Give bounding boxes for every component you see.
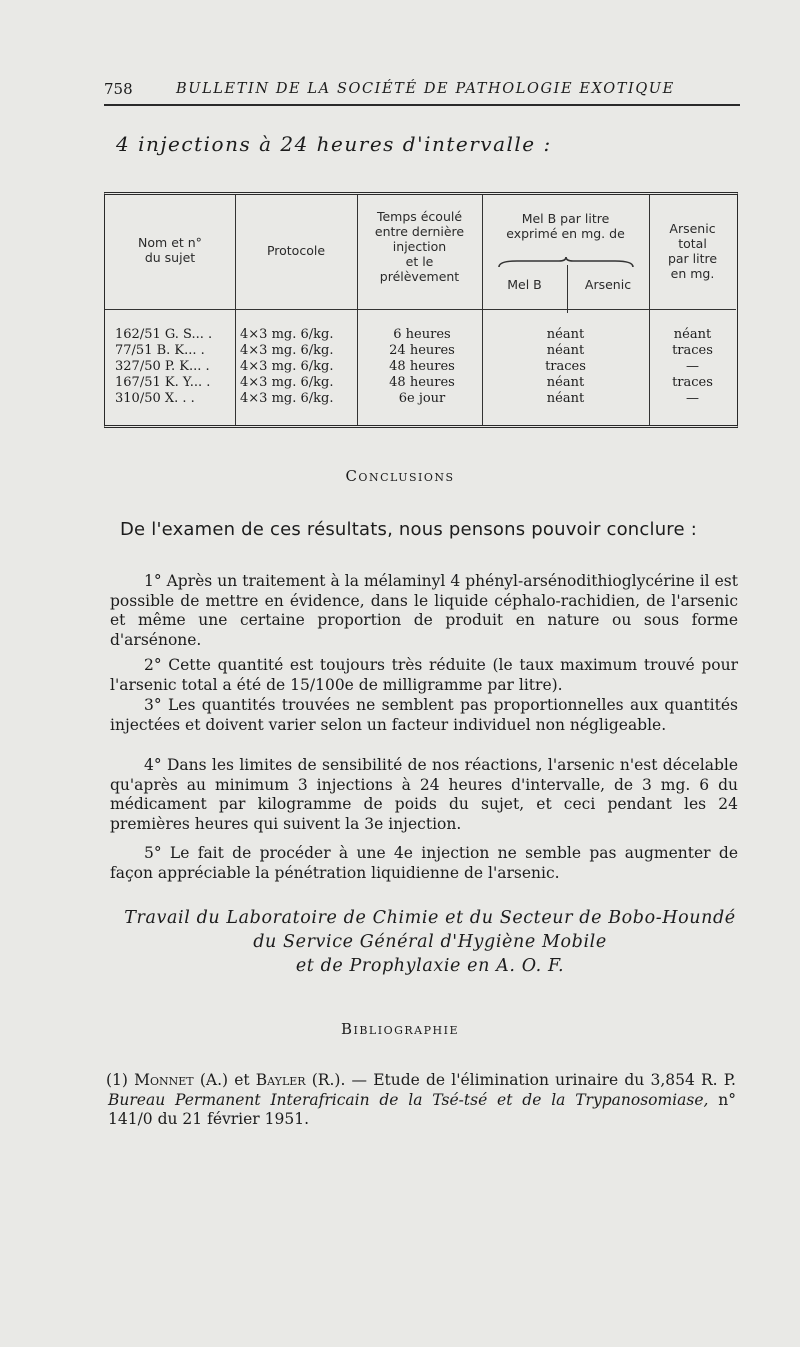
- table-cell: 310/50 X. . .: [115, 391, 195, 406]
- table-cell: 6e jour: [398, 391, 446, 406]
- table-cell: 4×3 mg. 6/kg.: [240, 359, 334, 374]
- table-cell: traces: [672, 343, 713, 358]
- column-protocol: [240, 327, 333, 407]
- table-cell: traces: [545, 359, 586, 374]
- table-cell: néant: [546, 375, 585, 390]
- table-cell: néant: [546, 343, 585, 358]
- header-melb: Mel B par litre exprimé en mg. de: [506, 211, 625, 241]
- table-cell: 6 heures: [393, 327, 451, 342]
- header-arsenic-total: Arsenic total par litre en mg.: [667, 221, 718, 281]
- header-protocol: Protocole: [266, 243, 326, 258]
- conclusions-lead: De l'examen de ces résultats, nous pensons pouvoir conclure :: [120, 519, 697, 540]
- table-caption: 4 injections à 24 heures d'intervalle :: [116, 132, 552, 156]
- table-cell: 77/51 B. K... .: [115, 343, 205, 358]
- table-cell: —: [686, 359, 699, 374]
- column-mel: [482, 327, 649, 407]
- conclusion-point-2: 2° Cette quantité est toujours très réduite (le taux maximum trouvé pour l'arsenic total a été de 15/100e de milligramme par litre).: [110, 656, 738, 694]
- col-divider: [235, 195, 236, 425]
- table-cell: 327/50 P. K... .: [115, 359, 210, 374]
- table-cell: 48 heures: [389, 359, 455, 374]
- table-cell: 4×3 mg. 6/kg.: [240, 343, 334, 358]
- header-melb-sub: Mel B: [507, 277, 542, 292]
- results-table: [104, 192, 738, 428]
- header-time: Temps écoulé entre dernière injection et le prélèvement: [374, 209, 465, 284]
- header-arsenic-sub: Arsenic: [584, 277, 632, 292]
- brace-icon: [497, 257, 635, 269]
- section-heading-conclusions: Conclusions: [345, 467, 455, 485]
- column-time: [367, 327, 477, 407]
- running-head: [104, 80, 740, 106]
- institution-credit: Travail du Laboratoire de Chimie et du Secteur de Bobo-Houndé du Service Général d'Hygiène Mobile et de Prophylaxie en A. O. F.: [124, 908, 736, 976]
- table-cell: néant: [673, 327, 712, 342]
- conclusion-point-3: 3° Les quantités trouvées ne semblent pas proportionnelles aux quantités injectées et doivent varier selon un facteur individuel non négligeable.: [110, 696, 738, 734]
- header-rule: [105, 309, 736, 310]
- header-subject: Nom et n° du sujet: [138, 235, 202, 265]
- conclusion-point-5: 5° Le fait de procéder à une 4e injection ne semble pas augmenter de façon appréciable la pénétration liquidienne de l'arsenic.: [110, 844, 738, 882]
- table-cell: traces: [672, 375, 713, 390]
- column-subject: [115, 327, 212, 407]
- table-cell: —: [686, 391, 699, 406]
- table-cell: 4×3 mg. 6/kg.: [240, 327, 334, 342]
- table-cell: néant: [546, 391, 585, 406]
- table-cell: 4×3 mg. 6/kg.: [240, 375, 334, 390]
- page-number: 758: [104, 80, 133, 98]
- conclusion-point-4: 4° Dans les limites de sensibilité de nos réactions, l'arsenic n'est décelable qu'après au minimum 3 injections à 24 heures d'intervalle, de 3 mg. 6 du médicament par kilogramme de poids du sujet, et ceci pendant les 24 premières heures qui suivent la 3e injection.: [110, 756, 738, 833]
- table-cell: néant: [546, 327, 585, 342]
- column-arsenic: [649, 327, 736, 407]
- table-cell: 4×3 mg. 6/kg.: [240, 391, 334, 406]
- section-heading-bibliography: Bibliographie: [340, 1020, 459, 1038]
- journal-title: BULLETIN DE LA SOCIÉTÉ DE PATHOLOGIE EXOTIQUE: [176, 81, 675, 97]
- table-cell: 48 heures: [389, 375, 455, 390]
- conclusion-point-1: 1° Après un traitement à la mélaminyl 4 phényl-arsénodithioglycérine il est possible de mettre en évidence, dans le liquide céphalo-rachidien, de l'arsenic et même une certaine proportion de produit en nature ou sous forme d'arsénone.: [110, 572, 738, 649]
- bibliography-entry: (1) Monnet (A.) et Bayler (R.). — Etude de l'élimination urinaire du 3,854 R. P. Bureau Permanent Interafricain de la Tsé-tsé et de la Trypanosomiase, n° 141/0 du 21 février 1951.: [106, 1071, 736, 1128]
- table-cell: 162/51 G. S... .: [115, 327, 213, 342]
- table-cell: 24 heures: [389, 343, 455, 358]
- table-cell: 167/51 K. Y... .: [115, 375, 211, 390]
